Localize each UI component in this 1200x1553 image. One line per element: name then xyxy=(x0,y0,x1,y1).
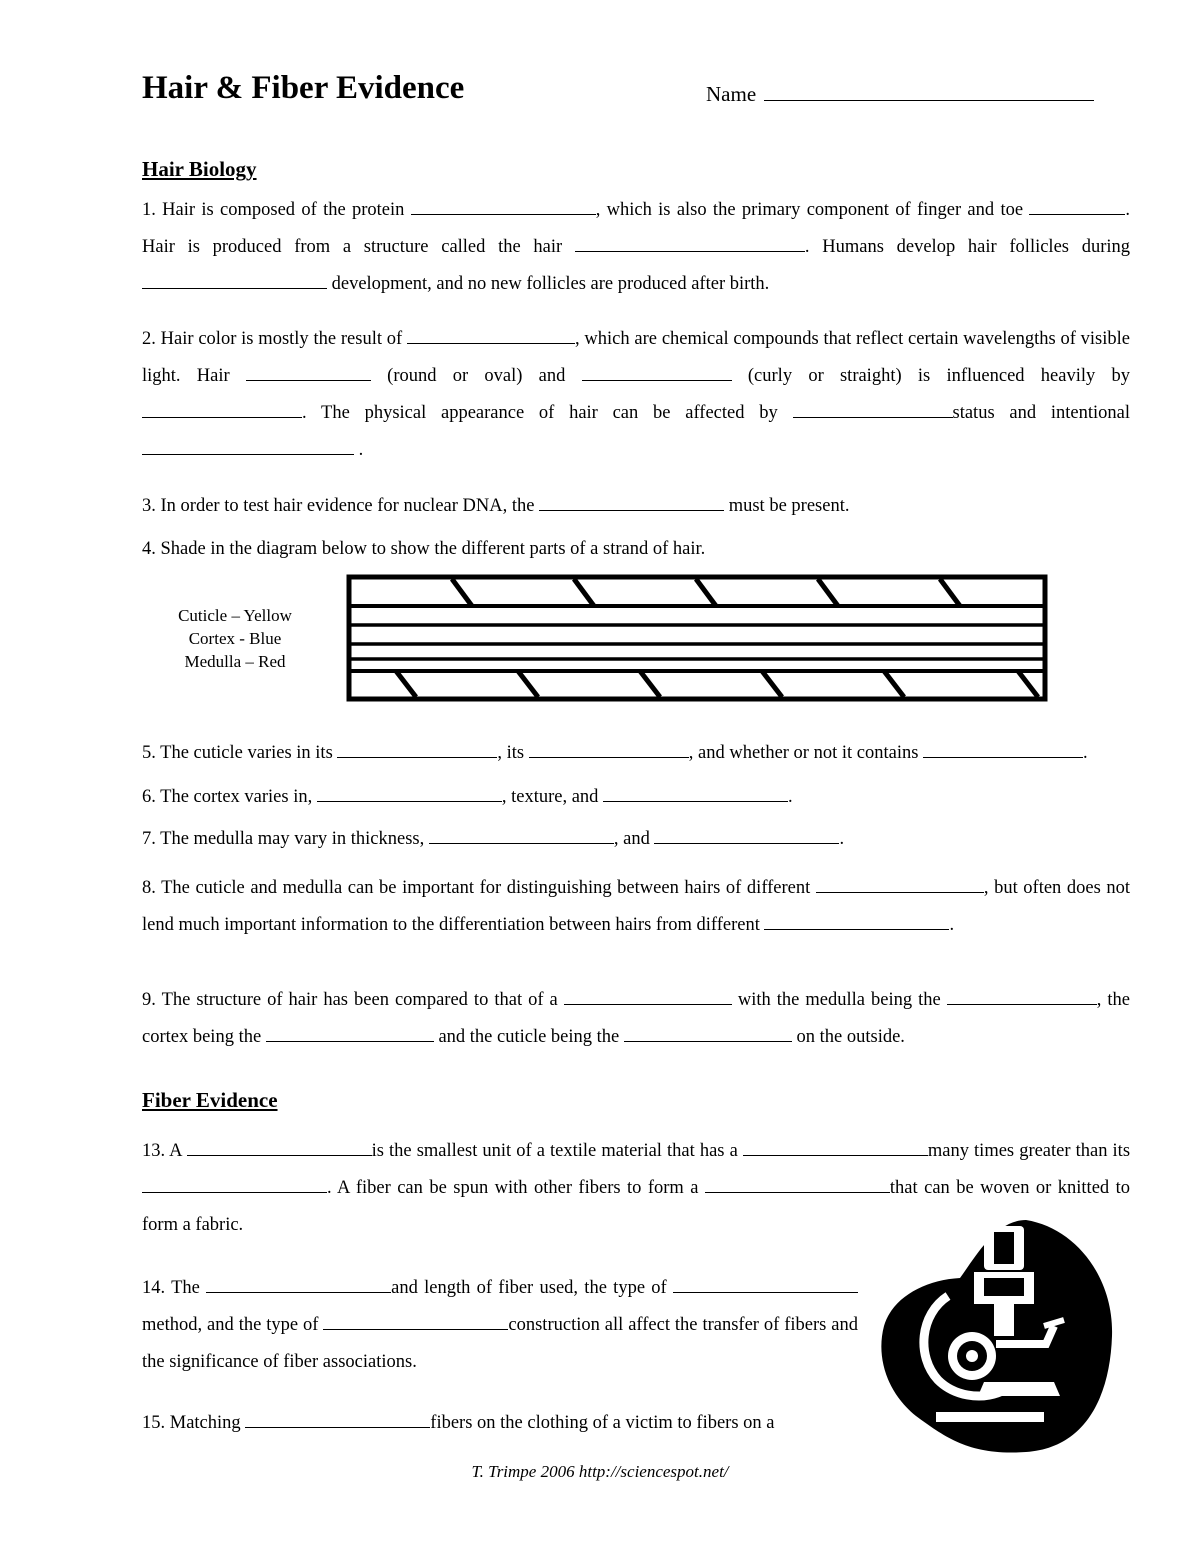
microscope-icon xyxy=(876,1216,1116,1456)
section-hair-biology: Hair Biology xyxy=(142,157,257,181)
question-3: 3. In order to test hair evidence for nuclear DNA, the must be present. xyxy=(142,496,850,516)
answer-blank[interactable] xyxy=(337,741,497,758)
question-9: 9. The structure of hair has been compared to that of a with the medulla being the , the cortex being the and the cuticle being the on the outside. xyxy=(142,990,1131,1047)
answer-blank[interactable] xyxy=(266,1025,434,1042)
answer-blank[interactable] xyxy=(764,913,949,930)
section-fiber-evidence: Fiber Evidence xyxy=(142,1088,278,1112)
answer-blank[interactable] xyxy=(187,1139,372,1156)
answer-blank[interactable] xyxy=(673,1276,858,1293)
footer-credit: T. Trimpe 2006 http://sciencespot.net/ xyxy=(471,1462,729,1481)
question-1: 1. Hair is composed of the protein , which is also the primary component of finger and toe . Hair is produced from a structure called the hair . Humans develop hair follicles during development, and no new follicles are produced after birth. xyxy=(142,200,1131,294)
question-8: 8. The cuticle and medulla can be important for distinguishing between hairs of different , but often does not lend much important information to the differentiation between hairs from different . xyxy=(142,878,1131,935)
answer-blank[interactable] xyxy=(246,364,371,381)
answer-blank[interactable] xyxy=(603,785,788,802)
answer-blank[interactable] xyxy=(1029,198,1125,215)
answer-blank[interactable] xyxy=(564,988,732,1005)
diagram-legend xyxy=(150,604,320,673)
answer-blank[interactable] xyxy=(429,827,614,844)
answer-blank[interactable] xyxy=(947,988,1097,1005)
answer-blank[interactable] xyxy=(142,1176,327,1193)
hair-strand-diagram[interactable] xyxy=(346,574,1050,704)
answer-blank[interactable] xyxy=(206,1276,391,1293)
question-2: 2. Hair color is mostly the result of , which are chemical compounds that reflect certain wavelengths of visible light. Hair (round or oval) and (curly or straight) is influenced heavily by . The physical appearance of hair can be affected by status and intentional . xyxy=(142,329,1131,460)
answer-blank[interactable] xyxy=(142,401,302,418)
question-14: 14. The and length of fiber used, the type of method, and the type of construction all affect the transfer of fibers and the significance of fiber associations. xyxy=(142,1278,858,1372)
question-13: 13. A is the smallest unit of a textile material that has a many times greater than its . A fiber can be spun with other fibers to form a that can be woven or knitted to form a fabric. xyxy=(142,1141,1131,1235)
answer-blank[interactable] xyxy=(411,198,596,215)
page-title: Hair & Fiber Evidence xyxy=(142,70,465,106)
question-6: 6. The cortex varies in, , texture, and . xyxy=(142,787,793,807)
diagram-outline xyxy=(349,577,1045,699)
answer-blank[interactable] xyxy=(575,235,805,252)
question-15: 15. Matching fibers on the clothing of a victim to fibers on a xyxy=(142,1413,775,1433)
answer-blank[interactable] xyxy=(245,1411,430,1428)
answer-blank[interactable] xyxy=(323,1313,508,1330)
answer-blank[interactable] xyxy=(407,327,575,344)
answer-blank[interactable] xyxy=(582,364,732,381)
answer-blank[interactable] xyxy=(743,1139,928,1156)
answer-blank[interactable] xyxy=(539,494,724,511)
question-7: 7. The medulla may vary in thickness, , and . xyxy=(142,829,845,849)
name-field[interactable] xyxy=(706,82,1094,107)
name-blank[interactable] xyxy=(764,82,1094,101)
answer-blank[interactable] xyxy=(923,741,1083,758)
answer-blank[interactable] xyxy=(317,785,502,802)
legend-medulla: Medulla – Red xyxy=(184,652,286,671)
question-5: 5. The cuticle varies in its , its , and whether or not it contains . xyxy=(142,743,1088,763)
answer-blank[interactable] xyxy=(624,1025,792,1042)
answer-blank[interactable] xyxy=(793,401,953,418)
legend-cuticle: Cuticle – Yellow xyxy=(178,606,292,625)
answer-blank[interactable] xyxy=(142,272,327,289)
name-label: Name xyxy=(706,82,757,106)
question-4: 4. Shade in the diagram below to show the different parts of a strand of hair. xyxy=(142,539,706,559)
legend-cortex: Cortex - Blue xyxy=(188,629,282,648)
answer-blank[interactable] xyxy=(705,1176,890,1193)
answer-blank[interactable] xyxy=(654,827,839,844)
answer-blank[interactable] xyxy=(142,438,354,455)
answer-blank[interactable] xyxy=(816,876,984,893)
answer-blank[interactable] xyxy=(529,741,689,758)
